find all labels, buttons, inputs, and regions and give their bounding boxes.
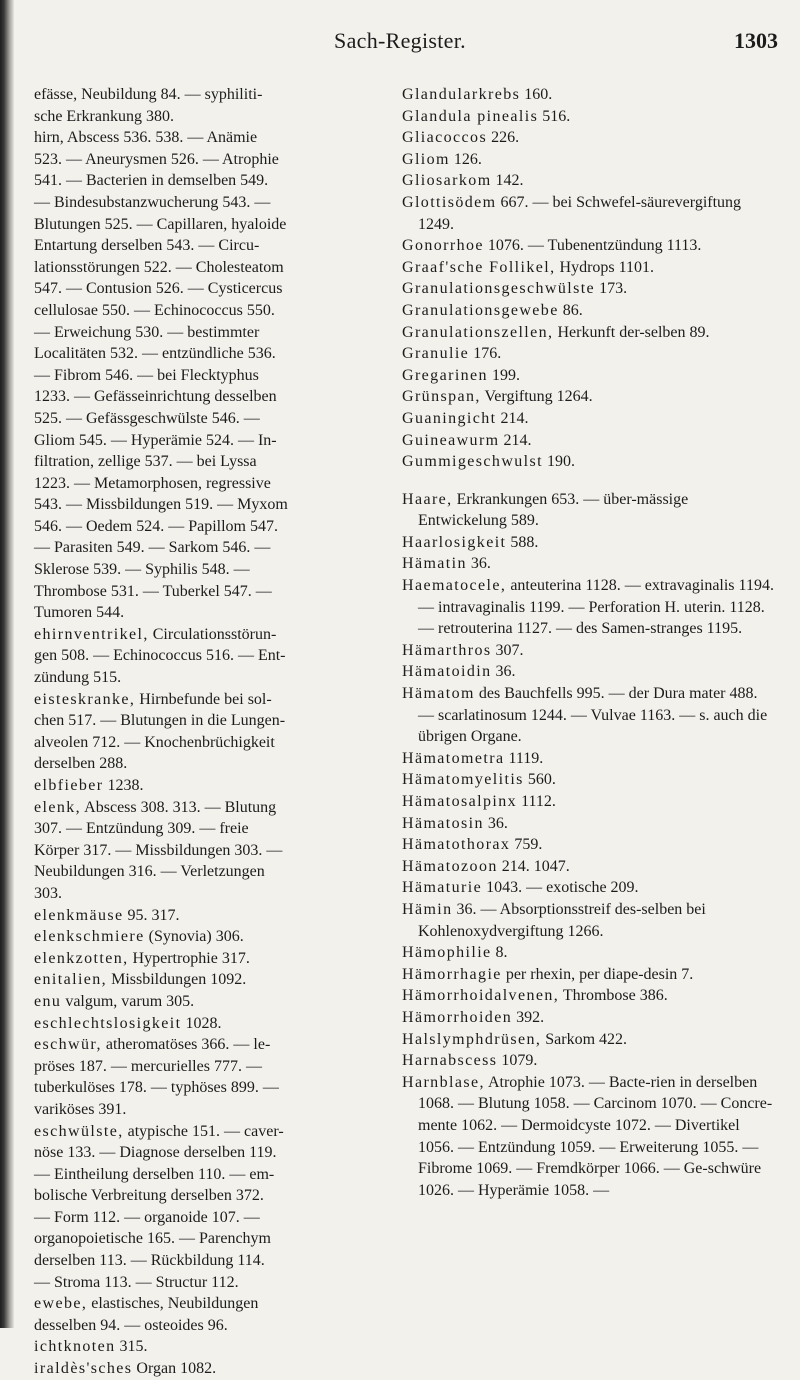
page-header-title: Sach-Register. [334, 28, 466, 53]
index-entry [402, 1050, 774, 1072]
index-entry [34, 494, 358, 516]
index-headword: Gonorrhoe [402, 237, 484, 255]
index-entry [402, 553, 774, 575]
index-entry-text: Gliom 545. — Hyperämie 524. — In- [34, 431, 277, 449]
index-headword: Granulie [402, 345, 470, 363]
index-headword: Gliacoccos [402, 129, 488, 147]
index-headword: ewebe, [34, 1295, 88, 1313]
index-entry-text: 523. — Aneurysmen 526. — Atrophie [34, 150, 279, 168]
index-entry [34, 451, 358, 473]
index-entry [402, 1029, 774, 1051]
index-entry-text: Thrombose 386. [559, 987, 668, 1005]
index-entry-text: 1223. — Metamorphosen, regressive [34, 474, 271, 492]
index-entry-text: gen 508. — Echinococcus 516. — Ent- [34, 647, 286, 665]
index-entry-text: desselben 94. — osteoides 96. [34, 1316, 228, 1334]
index-entry [34, 1121, 358, 1143]
index-entry [34, 1228, 358, 1250]
index-entry [34, 861, 358, 883]
index-entry [402, 683, 774, 748]
index-entry-text: Vergiftung 1264. [480, 388, 593, 406]
index-entry-text: 36. [466, 555, 491, 573]
index-headword: elbfieber [34, 777, 104, 794]
index-entry [34, 1077, 358, 1099]
index-entry [402, 813, 774, 835]
index-entry [34, 602, 358, 624]
index-entry [402, 365, 774, 387]
index-entry-text: Sarkom 422. [541, 1030, 628, 1048]
index-entry-text: 95. 317. [123, 906, 180, 924]
index-entry-text: — Eintheilung derselben 110. — em- [34, 1165, 275, 1183]
index-entry [402, 322, 774, 344]
index-headword: Hämatozoon [402, 857, 498, 875]
index-headword: Granulationsgewebe [402, 301, 559, 319]
index-entry-text: 315. [115, 1338, 148, 1356]
index-headword: Halslymphdrüsen, [402, 1030, 542, 1048]
index-column-left [34, 84, 358, 1380]
index-headword: Gliosarkom [402, 172, 492, 190]
index-headword: iraldès'sches [34, 1360, 133, 1378]
index-headword: Gregarinen [402, 366, 488, 384]
index-entry-text: zündung 515. [34, 669, 122, 687]
index-entry [402, 985, 774, 1007]
index-headword: Hämorrhoiden [402, 1008, 513, 1026]
index-entry [402, 430, 774, 452]
index-entry [34, 278, 358, 300]
index-entry [34, 257, 358, 279]
index-entry-text: 1079. [497, 1052, 538, 1070]
index-entry-text: sche Erkrankung 380. [34, 107, 174, 125]
index-entry-text: chen 517. — Blutungen in die Lungen- [34, 712, 286, 730]
index-entry [34, 386, 358, 408]
index-entry [402, 899, 774, 942]
index-entry [34, 883, 358, 905]
index-entry-text: 759. [510, 836, 543, 854]
index-entry-text: per rhexin, per diape-desin 7. [501, 965, 694, 983]
index-entry [34, 559, 358, 581]
index-entry-text: 8. [491, 944, 508, 962]
index-entry-text: Hirnbefunde bei sol- [135, 690, 272, 708]
index-entry-text: 214. [499, 431, 532, 449]
index-entry [34, 818, 358, 840]
index-entry [402, 640, 774, 662]
index-entry [402, 575, 774, 640]
index-entry-text: atheromatöses 366. — le- [101, 1036, 271, 1054]
index-entry-text: organopoietische 165. — Parenchym [34, 1230, 271, 1248]
index-entry [402, 386, 774, 408]
index-entry [402, 300, 774, 322]
index-entry-text: 546. — Oedem 524. — Papillom 547. [34, 517, 278, 535]
index-entry [34, 170, 358, 192]
index-headword: Hämatoidin [402, 663, 492, 681]
index-headword: eschwülste, [34, 1122, 124, 1140]
index-headword: Hämorrhagie [402, 965, 502, 983]
index-entry [402, 856, 774, 878]
index-entry-text: hirn, Abscess 536. 538. — Anämie [34, 129, 258, 147]
index-headword: Guineawurm [402, 431, 500, 449]
index-entry-text: variköses 391. [34, 1100, 127, 1118]
index-entry-text: bolische Verbreitung derselben 372. [34, 1187, 264, 1205]
index-entry [402, 278, 774, 300]
index-entry-text: 541. — Bacterien in demselben 549. [34, 172, 269, 190]
index-entry [34, 106, 358, 128]
index-entry [34, 1293, 358, 1315]
index-entry-text: 1028. [181, 1014, 222, 1032]
index-entry [34, 1164, 358, 1186]
index-entry [34, 581, 358, 603]
index-headword: Granulationszellen, [402, 323, 554, 341]
index-entry [402, 127, 774, 149]
index-headword: Hämatothorax [402, 836, 511, 854]
index-headword: ichtknoten [34, 1338, 116, 1356]
index-entry-text: 176. [469, 345, 502, 363]
index-entry-text: Körper 317. — Missbildungen 303. — [34, 841, 283, 859]
index-entry-text: 226. [487, 129, 520, 147]
index-entry-text: 392. [512, 1008, 545, 1026]
index-headword: elenkschmiere [34, 928, 145, 946]
index-entry-text: (Synovia) 306. [144, 928, 244, 946]
index-entry [34, 1056, 358, 1078]
index-entry-text: 190. [543, 453, 575, 471]
index-headword: ehirnventrikel, [34, 625, 149, 643]
index-entry-text: 560. [523, 771, 556, 789]
index-headword: eschwür, [34, 1036, 102, 1054]
index-entry-text: 173. [595, 280, 628, 298]
index-entry [402, 235, 774, 257]
index-entry-text: 214. [496, 409, 529, 427]
index-entry-text: alveolen 712. — Knochenbrüchigkeit [34, 733, 275, 751]
index-entry [34, 214, 358, 236]
index-entry-text: elastisches, Neubildungen [87, 1295, 259, 1313]
index-headword: Gummigeschwulst [402, 453, 543, 471]
index-headword: Hämatom [402, 685, 475, 703]
index-headword: Hämaturie [402, 879, 483, 897]
index-entry [402, 170, 774, 192]
index-entry [402, 1007, 774, 1029]
index-entry-text: atypische 151. — caver- [123, 1122, 284, 1140]
index-headword: Hämatosin [402, 814, 484, 832]
index-entry-text: — Stroma 113. — Structur 112. [34, 1273, 239, 1291]
index-entry [34, 1315, 358, 1337]
index-entry [402, 343, 774, 365]
index-headword: Graaf'sche Follikel, [402, 258, 556, 276]
index-entry-text: filtration, zellige 537. — bei Lyssa [34, 453, 257, 471]
index-entry-text: Localitäten 532. — entzündliche 536. [34, 345, 276, 363]
index-entry [402, 408, 774, 430]
index-headword: Hämatin [402, 555, 467, 573]
index-entry [34, 1207, 358, 1229]
index-headword: Grünspan, [402, 388, 481, 406]
index-column-right [402, 84, 774, 1201]
index-headword: Glandula pinealis [402, 107, 539, 125]
index-entry-text: 1043. — exotische 209. [482, 879, 639, 897]
index-entry [402, 661, 774, 683]
index-entry-text: 1076. — Tubenentzündung 1113. [483, 237, 702, 255]
index-entry-text: nöse 133. — Diagnose derselben 119. [34, 1144, 277, 1162]
index-entry [34, 926, 358, 948]
index-entry-text: 36. — Absorptionsstreif des-selben bei Kohlenoxydvergiftung 1266. [418, 900, 706, 940]
index-entry [34, 1099, 358, 1121]
index-entry-text: — Fibrom 546. — bei Flecktyphus [34, 366, 259, 384]
index-entry-text: 214. 1047. [497, 857, 570, 875]
index-entry-text: Entartung derselben 543. — Circu- [34, 237, 260, 255]
index-entry-text: derselben 288. [34, 755, 128, 773]
index-entry [34, 797, 358, 819]
index-entry-text: 1233. — Gefässeinrichtung desselben [34, 388, 277, 406]
index-entry [402, 451, 774, 473]
index-entry [34, 689, 358, 711]
index-entry [34, 775, 358, 797]
index-entry [402, 791, 774, 813]
index-entry-text: Hydrops 1101. [555, 258, 655, 276]
index-entry [34, 127, 358, 149]
index-entry-text: valgum, varum 305. [61, 992, 195, 1010]
index-entry-text: 36. [491, 663, 516, 681]
index-entry-text: anteuterina 1128. — extravaginalis 1194. — intravaginalis 1199. — Perforation H. uterin. 1128. — retrouterina 1127. — des Samen-stranges 1195. [418, 577, 774, 638]
index-entry [34, 710, 358, 732]
index-entry [34, 624, 358, 646]
index-entry [34, 430, 358, 452]
index-entry [34, 645, 358, 667]
index-entry [34, 322, 358, 344]
index-headword: Hämin [402, 900, 453, 918]
index-entry-text: 1238. [103, 777, 144, 794]
index-headword: Glandularkrebs [402, 86, 521, 103]
index-entry [34, 991, 358, 1013]
index-entry-text: cellulosae 550. — Echinococcus 550. [34, 301, 275, 319]
index-headword: elenkmäuse [34, 906, 124, 924]
index-entry-text: Erkrankungen 653. — über-mässige Entwickelung 589. [418, 490, 689, 530]
index-entry-text: 543. — Missbildungen 519. — Myxom [34, 496, 288, 514]
index-entry-text: 525. — Gefässgeschwülste 546. — [34, 409, 260, 427]
index-headword: Harnblase, [402, 1073, 485, 1091]
index-headword: eschlechtslosigkeit [34, 1014, 182, 1032]
index-entry-text: Tumoren 544. [34, 604, 125, 622]
index-headword: elenkzotten, [34, 949, 129, 967]
index-headword: Haare, [402, 490, 453, 508]
index-headword: Granulationsgeschwülste [402, 280, 596, 298]
index-entry-text: 36. [483, 814, 508, 832]
index-headword: Hämatomyelitis [402, 771, 524, 789]
index-headword: Glottisödem [402, 193, 497, 211]
index-headword: Gliom [402, 150, 450, 168]
index-entry-text: 667. — bei Schwefel-säurevergiftung 1249. [418, 193, 742, 233]
index-entry [402, 964, 774, 986]
index-entry-text: Blutungen 525. — Capillaren, hyaloide [34, 215, 287, 233]
page-number: 1303 [734, 28, 778, 53]
index-entry-text: Circulationsstörun- [148, 625, 277, 643]
index-entry-text: — Parasiten 549. — Sarkom 546. — [34, 539, 271, 557]
index-entry-text: — Bindesubstanzwucherung 543. — [34, 193, 271, 211]
index-headword: Harnabscess [402, 1052, 498, 1070]
index-entry-text: 547. — Contusion 526. — Cysticercus [34, 280, 283, 298]
index-entry [34, 905, 358, 927]
index-letter-gap [402, 473, 774, 489]
index-entry [34, 365, 358, 387]
index-entry-text: 303. [34, 884, 62, 902]
book-binding-edge [0, 0, 14, 1328]
index-entry [34, 235, 358, 257]
index-entry-text: — Form 112. — organoide 107. — [34, 1208, 260, 1226]
index-entry [34, 149, 358, 171]
index-headword: elenk, [34, 798, 82, 816]
index-entry [34, 1142, 358, 1164]
index-entry-text: Atrophie 1073. — Bacte-rien in derselben 1068. — Blutung 1058. — Carcinom 1070. — Concre-mente 1062. — Dermoidcyste 1072. — Divertikel 1056. — Entzündung 1059. — Erweiterung 1055. — Fibrome 1069. — Fremdkörper 1066. — Ge-schwüre 1026. — Hyperämie 1058. — [418, 1073, 773, 1199]
index-headword: enu [34, 992, 62, 1010]
index-entry-text: 126. [449, 150, 482, 168]
index-entry-text: derselben 113. — Rückbildung 114. [34, 1252, 265, 1270]
index-headword: Hämorrhoidalvenen, [402, 987, 560, 1005]
index-headword: Hämophilie [402, 944, 492, 962]
index-entry [34, 1336, 358, 1358]
index-entry [402, 149, 774, 171]
index-entry [34, 192, 358, 214]
index-headword: Hämatosalpinx [402, 793, 518, 810]
index-entry [34, 343, 358, 365]
index-entry [34, 300, 358, 322]
index-entry-text: Herkunft der-selben 89. [553, 323, 710, 341]
index-headword: enitalien, [34, 971, 108, 989]
index-entry-text: lationsstörungen 522. — Cholesteatom [34, 258, 284, 276]
index-entry-text: 1119. [504, 749, 544, 767]
index-entry [402, 877, 774, 899]
index-entry-text: Neubildungen 316. — Verletzungen [34, 863, 265, 881]
index-entry [402, 192, 774, 235]
index-entry [34, 516, 358, 538]
index-entry [34, 1358, 358, 1380]
index-entry [402, 106, 774, 128]
index-entry-text: tuberkulöses 178. — typhöses 899. — [34, 1079, 279, 1097]
index-entry-text: 307. — Entzündung 309. — freie [34, 820, 249, 838]
index-entry-text: 307. [491, 641, 524, 659]
index-entry [402, 84, 774, 106]
index-headword: Haarlosigkeit [402, 533, 507, 551]
index-entry-text: 160. [520, 86, 553, 103]
index-entry [402, 942, 774, 964]
index-entry-text: 142. [491, 172, 524, 190]
index-headword: Hämatometra [402, 749, 505, 767]
index-entry [34, 1250, 358, 1272]
index-entry [34, 408, 358, 430]
index-entry [402, 834, 774, 856]
index-entry [402, 748, 774, 770]
index-entry-text: — Erweichung 530. — bestimmter [34, 323, 260, 341]
index-entry [34, 840, 358, 862]
index-entry-text: 516. [538, 107, 571, 125]
index-entry [34, 948, 358, 970]
index-entry [34, 84, 358, 106]
index-headword: Hämarthros [402, 641, 492, 659]
index-entry [34, 753, 358, 775]
index-headword: Guaningicht [402, 409, 497, 427]
index-headword: eisteskranke, [34, 690, 136, 708]
index-entry [402, 257, 774, 279]
index-entry [34, 1034, 358, 1056]
index-entry [34, 1013, 358, 1035]
index-entry-text: Missbildungen 1092. [107, 971, 247, 989]
index-entry-text: Thrombose 531. — Tuberkel 547. — [34, 582, 272, 600]
index-entry-text: 199. [487, 366, 520, 384]
index-entry [402, 769, 774, 791]
index-entry [34, 473, 358, 495]
index-entry [402, 532, 774, 554]
index-entry [34, 1185, 358, 1207]
index-entry-text: 588. [506, 533, 539, 551]
index-entry [34, 537, 358, 559]
index-entry [34, 969, 358, 991]
index-entry-text: des Bauchfells 995. — der Dura mater 488. — scarlatinosum 1244. — Vulvae 1163. — s. auch die übrigen Organe. [418, 685, 768, 746]
index-entry-text: Organ 1082. [132, 1360, 217, 1378]
index-entry [402, 1072, 774, 1202]
index-entry [402, 489, 774, 532]
index-entry-text: 86. [558, 301, 583, 319]
index-entry-text: pröses 187. — mercurielles 777. — [34, 1057, 262, 1075]
index-entry-text: Abscess 308. 313. — Blutung [81, 798, 277, 816]
index-entry-text: Hypertrophie 317. [128, 949, 250, 967]
index-entry-text: 1112. [517, 793, 556, 810]
index-headword: Haematocele, [402, 577, 507, 595]
index-entry [34, 1272, 358, 1294]
index-entry [34, 732, 358, 754]
index-entry-text: Sklerose 539. — Syphilis 548. — [34, 561, 250, 579]
index-entry [34, 667, 358, 689]
index-entry-text: efässe, Neubildung 84. — syphiliti- [34, 86, 263, 103]
